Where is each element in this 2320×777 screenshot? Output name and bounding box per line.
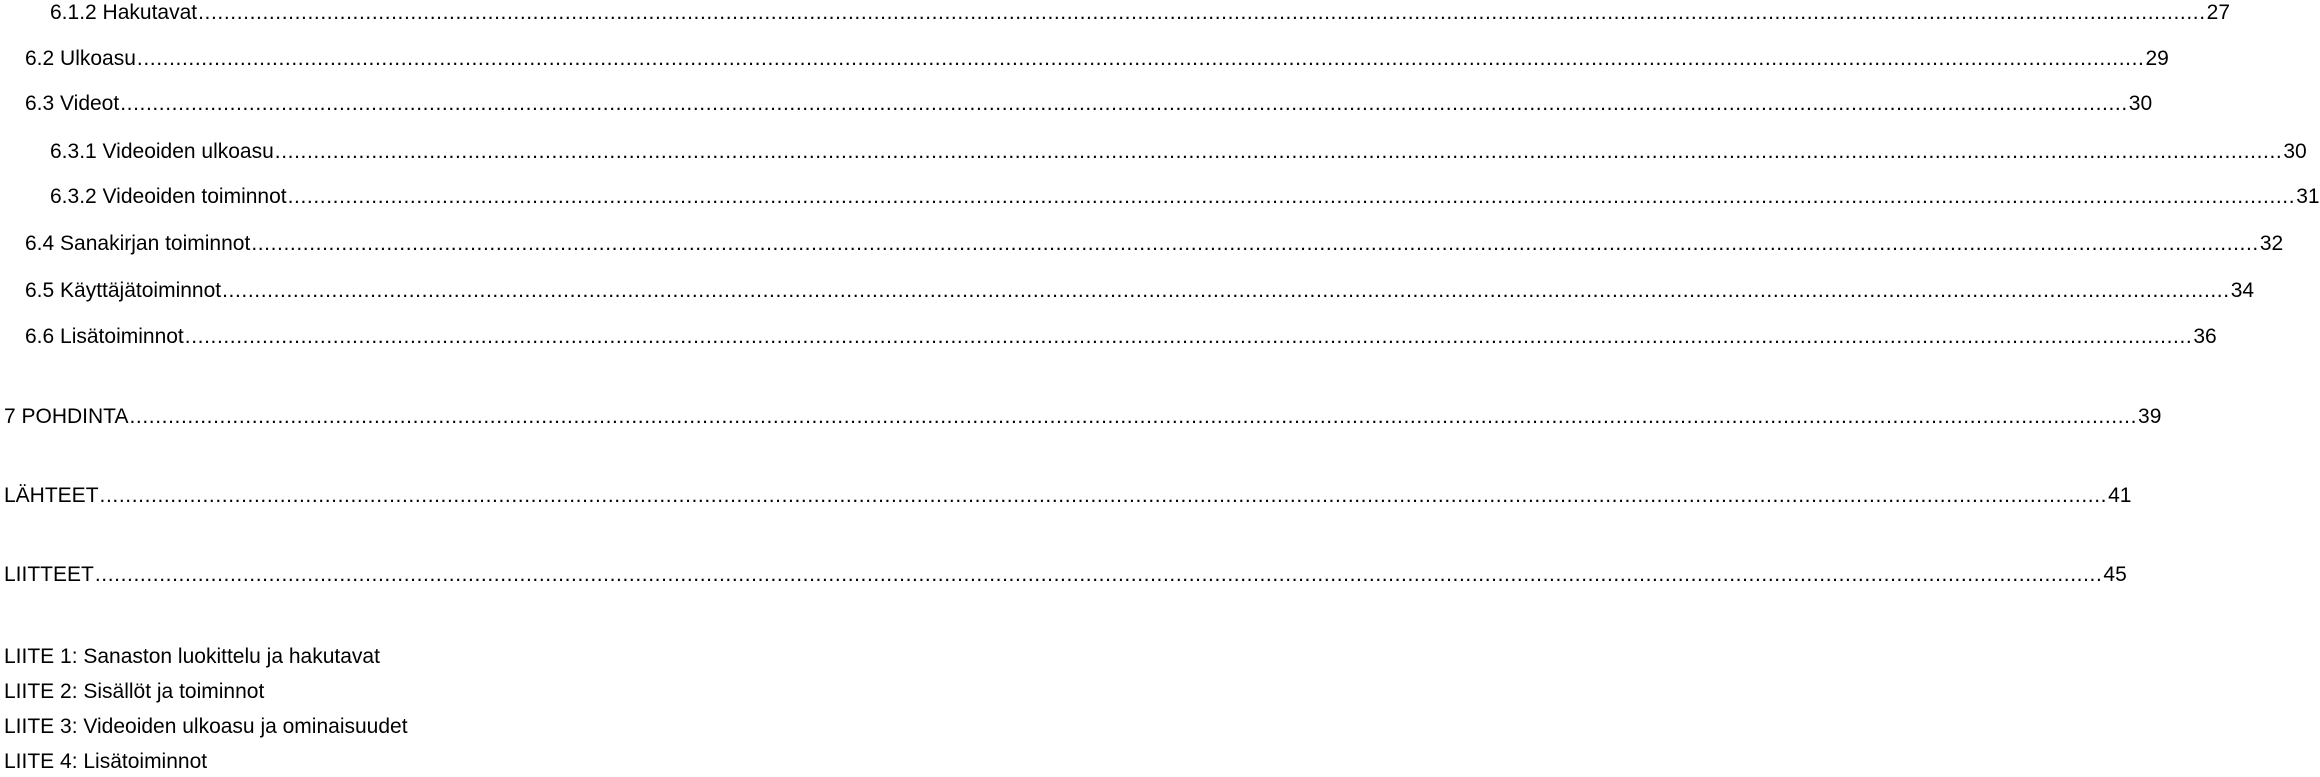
appendix-item-3: LIITE 3: Videoiden ulkoasu ja ominaisuudet	[4, 715, 408, 738]
toc-entry-6-4[interactable]	[25, 229, 2284, 259]
toc-page-number: 27	[2206, 1, 2231, 24]
toc-page-number: 29	[2145, 47, 2169, 70]
toc-leader-dots: ........................................................................................................................................................................................................................................................................................................................	[120, 92, 2128, 115]
toc-leader-dots: ........................................................................................................................................................................................................................................................................................................................	[251, 232, 2259, 255]
toc-entry-6-3[interactable]	[25, 89, 2153, 119]
toc-entry-liitteet[interactable]	[4, 560, 2127, 590]
toc-page-number: 36	[2193, 325, 2217, 348]
toc-leader-dots: ........................................................................................................................................................................................................................................................................................................................	[129, 405, 2138, 428]
toc-page-number: 45	[2103, 563, 2127, 586]
toc-entry-6-2[interactable]	[25, 44, 2169, 74]
toc-leader-dots: ........................................................................................................................................................................................................................................................................................................................	[222, 279, 2230, 302]
toc-entry-label: 6.6 Lisätoiminnot	[25, 325, 184, 348]
toc-page-number: 31	[2296, 185, 2320, 208]
toc-entry-label: LIITTEET	[4, 563, 94, 586]
toc-entry-6-1-2[interactable]	[50, 0, 2231, 28]
toc-entry-label: 6.4 Sanakirjan toiminnot	[25, 232, 251, 255]
toc-page-number: 41	[2108, 484, 2132, 507]
toc-entry-label: 6.5 Käyttäjätoiminnot	[25, 279, 222, 302]
appendix-item-2: LIITE 2: Sisällöt ja toiminnot	[4, 680, 265, 703]
toc-page-number: 30	[2128, 92, 2153, 115]
toc-entry-label: 7 POHDINTA	[4, 405, 129, 428]
toc-entry-label: 6.2 Ulkoasu	[25, 47, 136, 70]
toc-entry-label: LÄHTEET	[4, 484, 99, 507]
toc-page-number: 39	[2138, 405, 2162, 428]
toc-entry-6-6[interactable]	[25, 322, 2217, 352]
toc-leader-dots: ........................................................................................................................................................................................................................................................................................................................	[184, 325, 2193, 348]
toc-leader-dots: ........................................................................................................................................................................................................................................................................................................................	[287, 185, 2296, 208]
toc-leader-dots: ........................................................................................................................................................................................................................................................................................................................	[274, 140, 2283, 163]
toc-entry-6-3-1[interactable]	[50, 137, 2307, 167]
toc-entry-7-pohdinta[interactable]	[4, 402, 2162, 432]
toc-entry-lahteet[interactable]	[4, 481, 2132, 511]
toc-entry-label: 6.3.1 Videoiden ulkoasu	[50, 140, 274, 163]
toc-page-number: 34	[2230, 279, 2255, 302]
toc-entry-label: 6.3.2 Videoiden toiminnot	[50, 185, 287, 208]
toc-entry-label: 6.1.2 Hakutavat	[50, 1, 198, 24]
toc-entry-label: 6.3 Videot	[25, 92, 120, 115]
toc-page-number: 30	[2283, 140, 2307, 163]
toc-leader-dots: ........................................................................................................................................................................................................................................................................................................................	[198, 1, 2206, 24]
toc-page-number: 32	[2259, 232, 2284, 255]
toc-entry-6-5[interactable]	[25, 276, 2255, 306]
appendix-item-4: LIITE 4: Lisätoiminnot	[4, 750, 208, 773]
toc-leader-dots: ........................................................................................................................................................................................................................................................................................................................	[99, 484, 2108, 507]
appendix-item-1: LIITE 1: Sanaston luokittelu ja hakutavat	[4, 645, 380, 668]
toc-leader-dots: ........................................................................................................................................................................................................................................................................................................................	[94, 563, 2103, 586]
toc-leader-dots: ........................................................................................................................................................................................................................................................................................................................	[136, 47, 2145, 70]
toc-entry-6-3-2[interactable]	[50, 182, 2320, 212]
